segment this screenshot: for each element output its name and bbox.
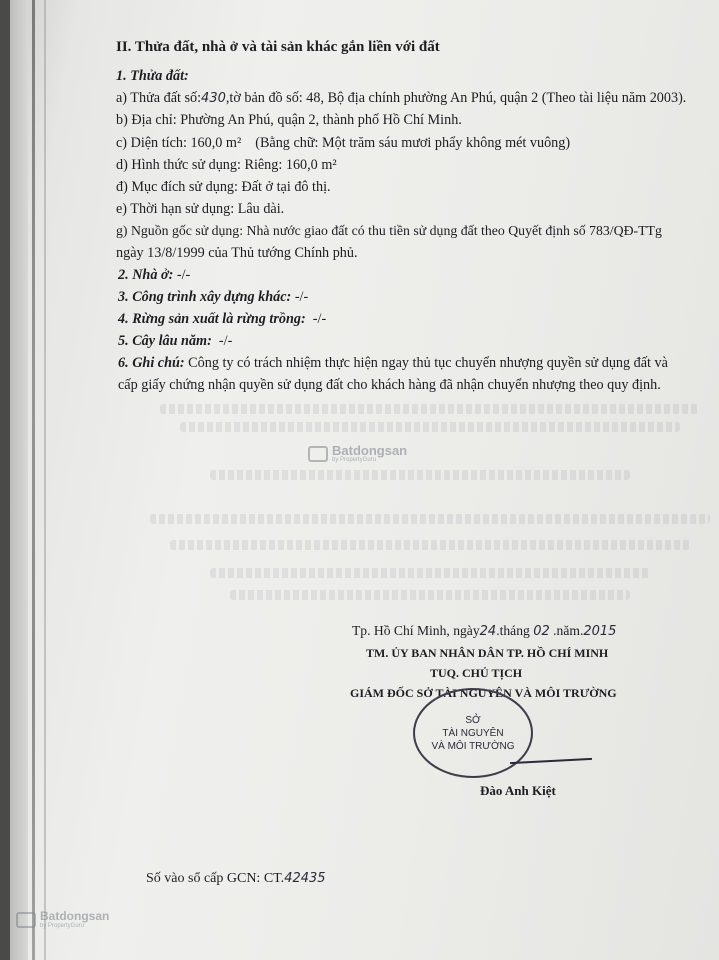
sign-date-year-prefix: .năm. (553, 623, 584, 638)
house-icon (308, 446, 328, 462)
land-lot-line (116, 89, 686, 108)
bleed-through (150, 514, 710, 524)
handwritten-signature (510, 758, 592, 764)
works-value: -/- (294, 289, 309, 305)
fold-line (32, 0, 35, 960)
watermark-brand: Batdongsan (332, 443, 408, 458)
seal-line-1: SỞ (465, 714, 481, 726)
land-heading: 1. Thửa đất: (116, 68, 189, 84)
sign-org: TM. ỦY BAN NHÂN DÂN TP. HỒ CHÍ MINH (366, 646, 609, 660)
trees-line (118, 332, 232, 350)
land-term: e) Thời hạn sử dụng: Lâu dài. (116, 201, 285, 217)
watermark-sub-corner: by PropertyGuru (40, 923, 85, 929)
registry-number: 42435 (284, 871, 326, 886)
sign-authority: TUQ. CHỦ TỊCH (430, 666, 523, 680)
sign-date (352, 622, 616, 641)
bleed-through (230, 590, 630, 600)
registry-prefix: Số vào sổ cấp GCN: CT. (146, 871, 285, 886)
land-area-words: (Bằng chữ: Một trăm sáu mươi phẩy không mét vuông) (255, 135, 571, 151)
land-lot-rest: ,tờ bản đồ số: 48, Bộ địa chính phường An Phú, quận 2 (Theo tài liệu năm 2003). (225, 90, 687, 106)
land-origin-cont: ngày 13/8/1999 của Thủ tướng Chính phủ. (116, 245, 358, 261)
house-label: 2. Nhà ở: (118, 267, 174, 283)
watermark-corner (16, 910, 109, 930)
note-text-cont: cấp giấy chứng nhận quyền sử dụng đất cho khách hàng đã nhận chuyển nhượng theo quy định. (118, 377, 661, 393)
works-label: 3. Công trình xây dựng khác: (118, 289, 292, 305)
bleed-through (210, 470, 630, 480)
sign-date-month-prefix: .tháng (496, 623, 530, 638)
land-area: c) Diện tích: 160,0 m² (116, 135, 242, 151)
trees-label: 5. Cây lâu năm: (118, 333, 212, 349)
sign-date-month: 02 (533, 624, 550, 639)
fold-line-secondary (44, 0, 46, 960)
sign-title: GIÁM ĐỐC SỞ TÀI NGUYÊN VÀ MÔI TRƯỜNG (350, 686, 617, 700)
land-lot-prefix: a) Thửa đất số: (116, 90, 202, 106)
note-line (118, 354, 668, 372)
sign-date-prefix: Tp. Hồ Chí Minh, ngày (352, 623, 480, 638)
note-label: 6. Ghi chú: (118, 355, 185, 371)
bleed-through (170, 540, 690, 550)
bleed-through (160, 404, 700, 414)
land-origin: g) Nguồn gốc sử dụng: Nhà nước giao đất có thu tiền sử dụng đất theo Quyết định số 783/QĐ-TTg (116, 223, 662, 238)
house-line (118, 266, 190, 284)
certificate-page (10, 0, 719, 960)
sign-date-day: 24 (479, 624, 497, 639)
bleed-through (180, 422, 680, 432)
signer-name: Đào Anh Kiệt (480, 783, 556, 798)
registry-line (146, 870, 326, 888)
sign-date-year: 2015 (583, 624, 617, 639)
sheet-edge (10, 0, 28, 960)
forest-line (118, 310, 326, 328)
watermark-brand-corner: Batdongsan (40, 909, 110, 923)
house-icon (16, 912, 36, 928)
section-title: II. Thửa đất, nhà ở và tài sản khác gắn liền với đất (116, 39, 440, 55)
land-purpose: đ) Mục đích sử dụng: Đất ở tại đô thị. (116, 179, 331, 195)
seal-line-2: TÀI NGUYÊN (442, 727, 504, 739)
land-lot-number: 430 (201, 91, 226, 106)
bleed-through (210, 568, 650, 578)
note-text: Công ty có trách nhiệm thực hiện ngay thủ tục chuyển nhượng quyền sử dụng đất và (188, 355, 668, 371)
watermark-sub: by PropertyGuru (332, 457, 377, 463)
house-value: -/- (176, 267, 191, 283)
land-usage-form: d) Hình thức sử dụng: Riêng: 160,0 m² (116, 157, 337, 173)
trees-value: -/- (218, 333, 233, 349)
seal-line-3: VÀ MÔI TRƯỜNG (431, 740, 515, 752)
land-area-line (116, 134, 570, 152)
forest-value: -/- (312, 311, 327, 327)
land-address: b) Địa chỉ: Phường An Phú, quận 2, thành phố Hồ Chí Minh. (116, 112, 462, 128)
forest-label: 4. Rừng sản xuất là rừng trồng: (118, 311, 306, 327)
watermark-center (308, 444, 407, 464)
official-seal (413, 688, 533, 778)
works-line (118, 288, 308, 306)
